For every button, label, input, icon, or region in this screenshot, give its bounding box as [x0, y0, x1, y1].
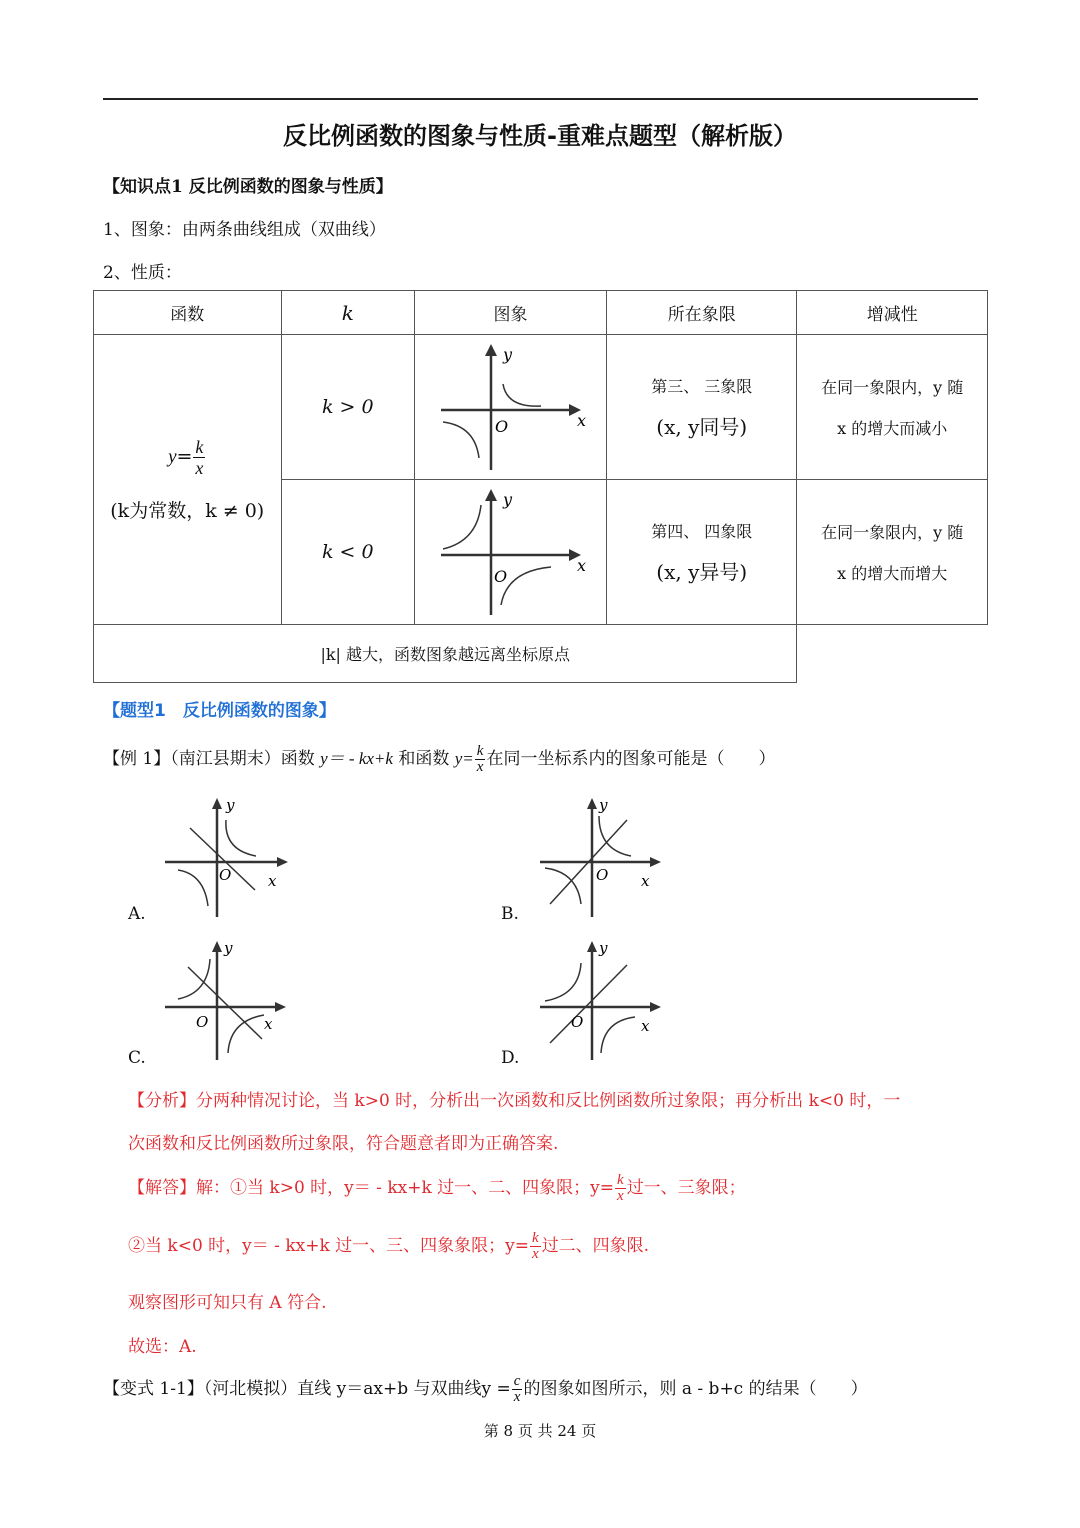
variant-question	[103, 1374, 868, 1405]
example1-question	[103, 744, 775, 775]
branch-q2	[545, 963, 581, 1001]
solution-frac-num: k	[617, 1172, 624, 1188]
function-num: k	[195, 436, 204, 457]
x-label: x	[576, 411, 586, 430]
branch-q1	[226, 820, 256, 856]
x-arrow	[275, 1002, 286, 1012]
solution-line-3: 观察图形可知只有 A 符合.	[128, 1293, 327, 1313]
option-b-label[interactable]: B.	[501, 904, 519, 924]
option-c-label[interactable]: C.	[128, 1048, 146, 1068]
option-c-graph	[160, 935, 300, 1065]
trend-positive-line2: x 的增大而减小	[837, 419, 948, 438]
function-condition: (k为常数，k ≠ 0)	[110, 499, 265, 522]
page-title: 反比例函数的图象与性质-重难点题型（解析版）	[283, 122, 797, 150]
branch-q2	[178, 959, 210, 999]
y-arrow	[587, 798, 597, 809]
y-label: y	[226, 796, 235, 814]
example1-prefix: 【例 1】（南江县期末）函数	[103, 749, 321, 769]
branch-q3	[178, 870, 208, 906]
topic-heading: 【题型1 反比例函数的图象】	[103, 701, 336, 721]
origin-label: O	[596, 866, 609, 884]
y-label: y	[224, 939, 233, 957]
table-note: |k| 越大，函数图象越远离坐标原点	[94, 625, 797, 683]
header-rule	[103, 98, 978, 100]
analysis-line-2: 次函数和反比例函数所过象限，符合题意者即为正确答案.	[128, 1134, 559, 1154]
origin-label: O	[494, 417, 508, 436]
function-y: y	[168, 446, 177, 467]
branch-q4	[228, 1015, 264, 1053]
option-a-graph	[160, 792, 300, 922]
trend-negative-line2: x 的增大而增大	[837, 564, 948, 583]
y-arrow	[212, 941, 222, 952]
solution-l2-a: ②当 k<0 时，y＝ - kx+k 过一、三、四象象限；y=	[128, 1236, 530, 1256]
y-label: y	[502, 490, 512, 509]
origin-label: O	[219, 866, 232, 884]
x-arrow	[650, 1002, 661, 1012]
trend-positive-line1: 在同一象限内，y 随	[821, 378, 964, 397]
solution-line-4: 故选：A.	[128, 1337, 197, 1357]
trend-negative-line1: 在同一象限内，y 随	[821, 523, 964, 542]
option-a-label[interactable]: A.	[128, 904, 146, 924]
function-den: x	[195, 457, 204, 478]
example1-recip-y: y=	[454, 749, 474, 768]
x-label: x	[264, 1015, 273, 1033]
x-arrow	[277, 857, 288, 867]
quadrant-positive	[607, 335, 797, 480]
branch-q4	[501, 567, 551, 605]
solution-l2-b: 过二、四象限.	[541, 1236, 650, 1256]
knowledge-heading: 【知识点1 反比例函数的图象与性质】	[103, 177, 393, 197]
quadrant-positive-line2: (x, y同号)	[656, 415, 748, 439]
option-b-graph	[535, 792, 675, 922]
header-quadrant: 所在象限	[607, 291, 797, 335]
branch-q3	[545, 868, 581, 904]
trend-positive	[797, 335, 988, 480]
y-label: y	[599, 796, 608, 814]
y-arrow	[485, 344, 497, 356]
variant-suffix: 的图象如图所示，则 a - b+c 的结果（ ）	[523, 1379, 868, 1399]
y-label: y	[502, 345, 512, 364]
k-positive: k > 0	[281, 335, 415, 480]
function-cell	[94, 335, 282, 625]
hyperbola-positive-graph	[431, 340, 591, 474]
example1-frac-num: k	[476, 743, 484, 759]
solution-frac-num-2: k	[532, 1230, 539, 1246]
variant-frac-num: c	[513, 1373, 521, 1389]
k-negative: k < 0	[281, 480, 415, 625]
example1-suffix: 在同一坐标系内的图象可能是（ ）	[486, 749, 776, 769]
quadrant-negative	[607, 480, 797, 625]
analysis-line-1: 【分析】分两种情况讨论，当 k>0 时，分析出一次函数和反比例函数所过象限；再分析出 k<0 时，一	[128, 1091, 901, 1111]
solution-frac-den: x	[617, 1188, 624, 1204]
origin-label: O	[196, 1013, 209, 1031]
x-arrow	[650, 857, 661, 867]
branch-q2	[443, 505, 481, 549]
option-d-graph	[535, 935, 675, 1065]
property-line-2: 2、性质：	[103, 263, 182, 283]
graph-k-negative	[415, 480, 607, 625]
branch-q3	[443, 422, 479, 458]
branch-q1	[599, 816, 631, 856]
origin-label: O	[571, 1013, 584, 1031]
branch-q1	[503, 384, 541, 406]
hyperbola-negative-graph	[431, 485, 591, 619]
header-function: 函数	[94, 291, 282, 335]
option-d-label[interactable]: D.	[501, 1048, 520, 1068]
properties-table	[93, 290, 988, 683]
y-arrow	[212, 798, 222, 809]
function-eq: =	[176, 445, 193, 467]
x-label: x	[641, 872, 650, 890]
solution-line-1	[128, 1173, 746, 1204]
y-arrow	[485, 489, 497, 501]
graph-k-positive	[415, 335, 607, 480]
y-label: y	[599, 939, 608, 957]
page-footer: 第 8 页 共 24 页	[483, 1422, 597, 1440]
x-label: x	[576, 556, 586, 575]
quadrant-negative-line1: 第四、 四象限	[651, 522, 753, 541]
y-arrow	[587, 941, 597, 952]
branch-q4	[601, 1017, 635, 1053]
variant-frac-den: x	[513, 1389, 521, 1405]
example1-middle: 和函数	[392, 749, 455, 769]
quadrant-negative-line2: (x, y异号)	[656, 560, 748, 584]
header-graph: 图象	[415, 291, 607, 335]
variant-prefix: 【变式 1-1】（河北模拟）直线 y＝ax+b 与双曲线y =	[103, 1379, 511, 1399]
property-line-1: 1、图象：由两条曲线组成（双曲线）	[103, 220, 386, 240]
quadrant-positive-line1: 第三、 三象限	[651, 377, 753, 396]
trend-negative	[797, 480, 988, 625]
line-graph	[550, 965, 627, 1043]
solution-l1-a: 【解答】解：①当 k>0 时，y＝ - kx+k 过一、二、四象限；y=	[128, 1178, 615, 1198]
example1-linear: y＝ - kx+k	[320, 749, 393, 768]
solution-line-2	[128, 1231, 649, 1262]
x-label: x	[641, 1017, 650, 1035]
header-k: k	[281, 291, 415, 335]
header-trend: 增减性	[797, 291, 988, 335]
x-label: x	[268, 872, 277, 890]
origin-label: O	[493, 567, 507, 586]
solution-frac-den-2: x	[532, 1246, 539, 1262]
solution-l1-b: 过一、三象限；	[626, 1178, 746, 1198]
example1-frac-den: x	[476, 759, 484, 775]
